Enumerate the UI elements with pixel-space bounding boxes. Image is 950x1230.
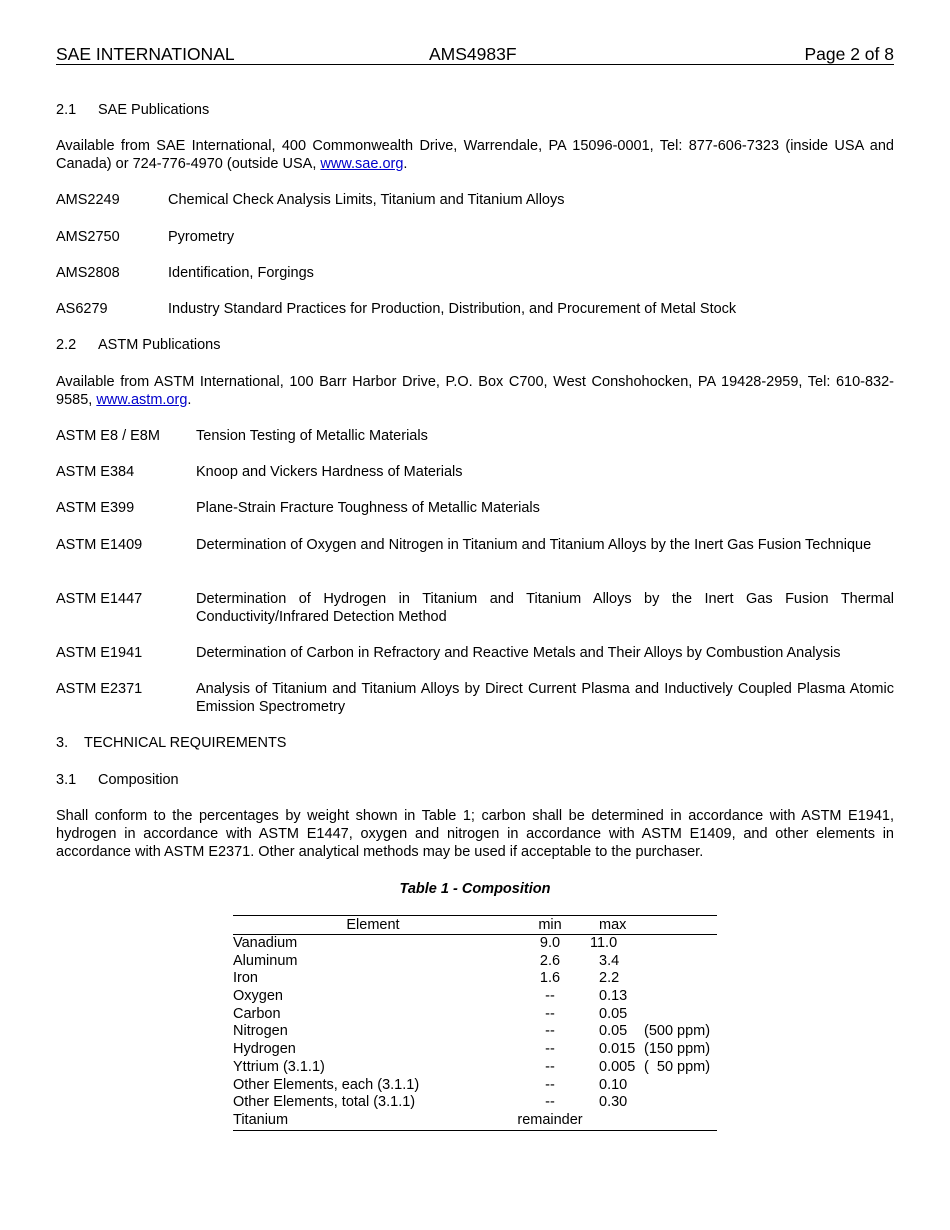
cell-min: 2.6	[539, 952, 561, 969]
cell-max: 3.4	[599, 952, 620, 969]
section-title: SAE Publications	[98, 102, 210, 118]
header-element: Element	[346, 917, 400, 933]
reference-code: AMS2249	[56, 192, 120, 208]
header-min: min	[538, 917, 562, 933]
reference-title: Identification, Forgings	[168, 265, 314, 281]
cell-ppm-note: (150 ppm)	[644, 1041, 711, 1058]
reference-code: ASTM E384	[56, 464, 135, 480]
table-row	[233, 1006, 717, 1024]
cell-min: --	[545, 1023, 555, 1040]
reference-code: AMS2808	[56, 265, 120, 281]
cell-element: Carbon	[233, 1005, 281, 1022]
reference-title: Determination of Oxygen and Nitrogen in Titanium and Titanium Alloys by the Inert Gas Fusion Technique	[196, 537, 872, 553]
cell-min: 1.6	[539, 970, 561, 987]
header-page-number: Page 2 of 8	[804, 44, 894, 64]
reference-code: ASTM E2371	[56, 681, 143, 697]
reference-title: Determination of Hydrogen in Titanium and Titanium Alloys by the Inert Gas Fusion Thermal Conductivity/Infrared Detection Method	[196, 591, 894, 625]
astm-availability-end: .	[187, 392, 192, 408]
cell-element: Yttrium (3.1.1)	[233, 1058, 325, 1075]
cell-max: 11.0	[590, 935, 618, 951]
cell-element: Oxygen	[233, 988, 283, 1005]
cell-ppm-note: (500 ppm)	[644, 1023, 711, 1040]
cell-max: 2.2	[599, 970, 620, 987]
reference-title: Plane-Strain Fracture Toughness of Metallic Materials	[196, 500, 540, 516]
cell-min: --	[545, 1041, 555, 1058]
astm-availability-paragraph	[56, 373, 894, 409]
composition-table	[233, 915, 717, 1131]
reference-title: Industry Standard Practices for Production, Distribution, and Procurement of Metal Stock	[168, 301, 737, 317]
cell-element: Other Elements, total (3.1.1)	[233, 1094, 416, 1111]
sae-availability-paragraph	[56, 137, 894, 173]
table-row	[233, 1023, 717, 1041]
table-row	[233, 970, 717, 988]
table-row	[233, 1077, 717, 1095]
cell-max: 0.13	[599, 988, 628, 1005]
table-caption: Table 1 - Composition	[399, 881, 551, 897]
header-max: max	[599, 917, 627, 933]
table-header-row	[233, 916, 717, 935]
table-row	[233, 953, 717, 971]
section-heading-3	[56, 734, 286, 752]
table-row	[233, 1041, 717, 1059]
section-title: TECHNICAL REQUIREMENTS	[84, 735, 287, 751]
composition-paragraph: Shall conform to the percentages by weight shown in Table 1; carbon shall be determined in accordance with ASTM E1941, hydrogen in accordance with ASTM E1447, oxygen and nitrogen in accordance with ASTM E1409, and other elements in accordance with ASTM E2371. Other analytical methods may be used if acceptable to the purchaser.	[56, 808, 894, 860]
section-heading-2-1	[56, 101, 209, 119]
reference-title: Analysis of Titanium and Titanium Alloys by Direct Current Plasma and Inductively Coupled Plasma Atomic Emission Spectrometry	[196, 681, 894, 715]
astm-website-link[interactable]: www.astm.org	[96, 392, 188, 408]
reference-code: ASTM E1409	[56, 537, 143, 553]
cell-min: remainder	[517, 1111, 583, 1128]
cell-element: Titanium	[233, 1111, 289, 1128]
cell-min: --	[545, 1058, 555, 1075]
reference-code: ASTM E1447	[56, 591, 143, 607]
cell-max: 0.015	[599, 1041, 636, 1058]
table-row	[233, 1112, 717, 1130]
reference-title: Determination of Carbon in Refractory and Reactive Metals and Their Alloys by Combustion Analysis	[196, 645, 841, 661]
sae-website-link[interactable]: www.sae.org	[320, 156, 404, 172]
cell-ppm-note: ( 50 ppm)	[644, 1058, 711, 1075]
sae-availability-text: Available from SAE International, 400 Commonwealth Drive, Warrendale, PA 15096-0001, Tel: 877-606-7323 (inside USA and Canada) or 724-776-4970 (outside USA,	[56, 138, 894, 172]
cell-element: Nitrogen	[233, 1023, 288, 1040]
section-heading-3-1	[56, 771, 179, 789]
cell-element: Iron	[233, 970, 258, 987]
table-row	[233, 988, 717, 1006]
page-header	[56, 44, 894, 65]
reference-code: AS6279	[56, 301, 108, 317]
section-heading-2-2	[56, 336, 221, 354]
table-row	[233, 935, 717, 953]
reference-title: Chemical Check Analysis Limits, Titanium and Titanium Alloys	[168, 192, 565, 208]
reference-code: ASTM E399	[56, 500, 135, 516]
reference-code: AMS2750	[56, 229, 120, 245]
cell-min: --	[545, 1076, 555, 1093]
cell-max: 0.005	[599, 1058, 636, 1075]
cell-element: Aluminum	[233, 952, 298, 969]
cell-element: Other Elements, each (3.1.1)	[233, 1076, 420, 1093]
section-number: 3.	[56, 735, 69, 751]
cell-min: --	[545, 1005, 555, 1022]
section-number: 2.2	[56, 337, 77, 353]
astm-availability-text: Available from ASTM International, 100 Barr Harbor Drive, P.O. Box C700, West Conshohocken, PA 19428-2959, Tel: 610-832-9585,	[56, 374, 894, 408]
cell-min: --	[545, 1094, 555, 1111]
reference-title: Tension Testing of Metallic Materials	[196, 428, 428, 444]
section-number: 2.1	[56, 102, 77, 118]
cell-element: Hydrogen	[233, 1041, 296, 1058]
header-organization: SAE INTERNATIONAL	[56, 44, 235, 64]
cell-element: Vanadium	[233, 935, 298, 951]
header-document-number: AMS4983F	[429, 44, 517, 64]
table-row	[233, 1094, 717, 1112]
cell-max: 0.30	[599, 1094, 628, 1111]
cell-max: 0.05	[599, 1005, 628, 1022]
reference-title: Pyrometry	[168, 229, 235, 245]
section-number: 3.1	[56, 772, 77, 788]
section-title: ASTM Publications	[98, 337, 221, 353]
reference-code: ASTM E1941	[56, 645, 143, 661]
reference-code: ASTM E8 / E8M	[56, 428, 160, 444]
section-title: Composition	[98, 772, 179, 788]
cell-max: 0.05	[599, 1023, 628, 1040]
reference-title: Knoop and Vickers Hardness of Materials	[196, 464, 463, 480]
cell-min: 9.0	[539, 935, 561, 951]
sae-availability-end: .	[403, 156, 408, 172]
cell-max: 0.10	[599, 1076, 628, 1093]
table-row	[233, 1059, 717, 1077]
cell-min: --	[545, 988, 555, 1005]
